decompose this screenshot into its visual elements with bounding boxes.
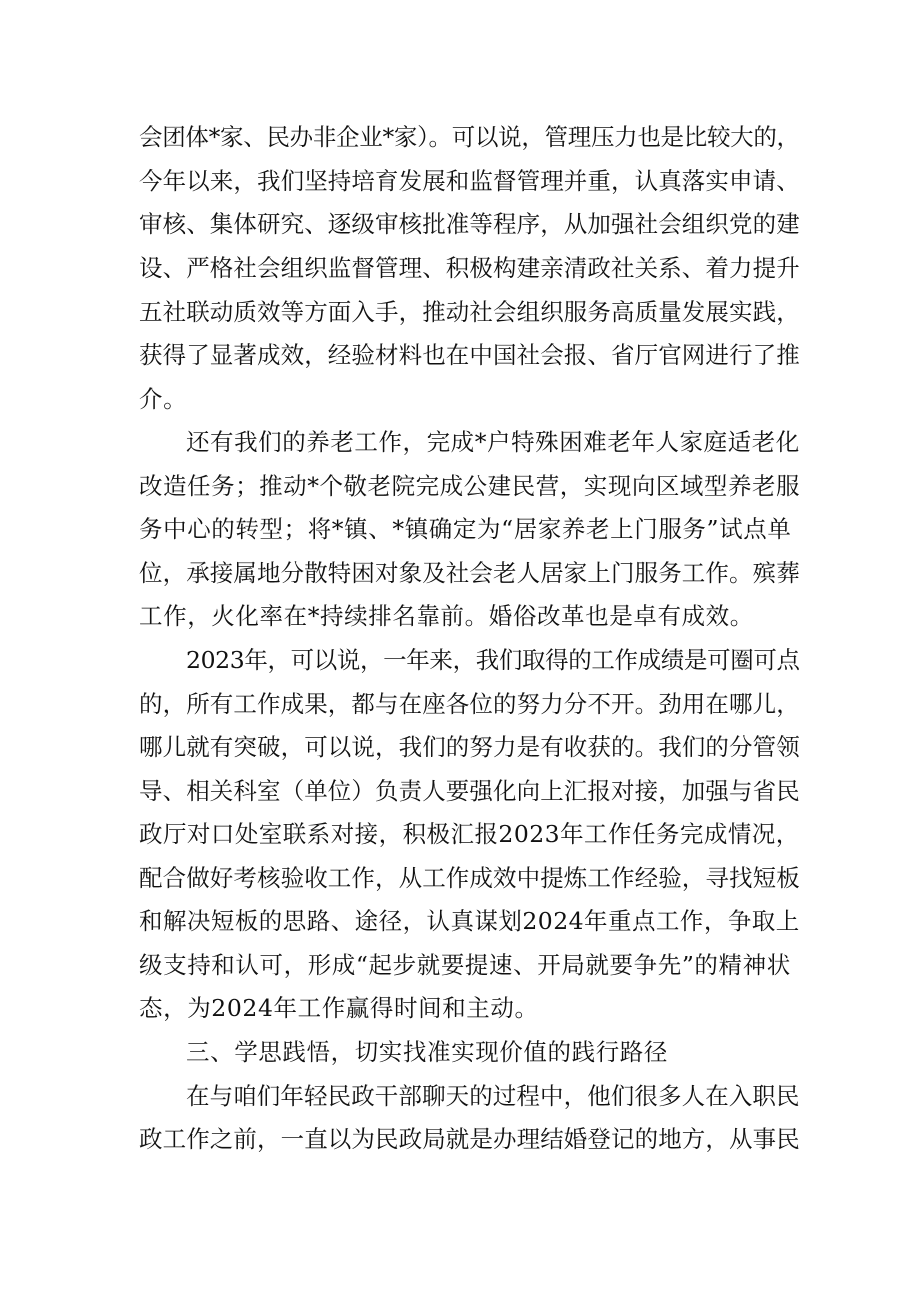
paragraph-line: 政厅对口处室联系对接，积极汇报2023年工作任务完成情况， [139,820,800,848]
paragraph-line: 还有我们的养老工作，完成*户特殊困难老年人家庭适老化 [186,428,800,456]
paragraph-line: 态，为2024年工作赢得时间和主动。 [139,994,539,1022]
paragraph-line: 位，承接属地分散特困对象及社会老人居家上门服务工作。殡葬 [139,559,800,587]
paragraph-line: 配合做好考核验收工作，从工作成效中提炼工作经验，寻找短板 [139,864,800,892]
paragraph-line: 哪儿就有突破，可以说，我们的努力是有收获的。我们的分管领 [139,733,800,761]
paragraph-line: 工作，火化率在*持续排名靠前。婚俗改革也是卓有成效。 [139,602,754,630]
paragraph-line: 2023年，可以说，一年来，我们取得的工作成绩是可圈可点 [186,646,800,674]
paragraph-line: 设、严格社会组织监督管理、积极构建亲清政社关系、着力提升 [139,254,800,282]
paragraph-line: 导、相关科室（单位）负责人要强化向上汇报对接，加强与省民 [139,777,800,805]
paragraph-line: 五社联动质效等方面入手，推动社会组织服务高质量发展实践， [139,298,800,326]
paragraph-line: 改造任务；推动*个敬老院完成公建民营，实现向区域型养老服 [139,472,801,500]
paragraph-line: 和解决短板的思路、途径，认真谋划2024年重点工作，争取上 [139,907,800,935]
paragraph-line: 在与咱们年轻民政干部聊天的过程中，他们很多人在入职民 [186,1082,800,1110]
paragraph-line: 今年以来，我们坚持培育发展和监督管理并重，认真落实申请、 [139,167,800,195]
paragraph-line: 级支持和认可，形成“起步就要提速、开局就要争先”的精神状 [139,951,791,979]
paragraph-line: 政工作之前，一直以为民政局就是办理结婚登记的地方，从事民 [139,1125,800,1153]
paragraph-line: 的，所有工作成果，都与在座各位的努力分不开。劲用在哪儿， [139,690,800,718]
paragraph-line: 会团体*家、民办非企业*家）。可以说，管理压力也是比较大的， [139,123,800,151]
section-heading: 三、学思践悟，切实找准实现价值的践行路径 [186,1038,668,1066]
paragraph-line: 务中心的转型；将*镇、*镇确定为“居家养老上门服务”试点单 [139,515,792,543]
paragraph-line: 审核、集体研究、逐级审核批准等程序，从加强社会组织党的建 [139,210,800,238]
paragraph-line: 获得了显著成效，经验材料也在中国社会报、省厅官网进行了推 [139,341,800,369]
paragraph-line: 介。 [139,385,188,413]
